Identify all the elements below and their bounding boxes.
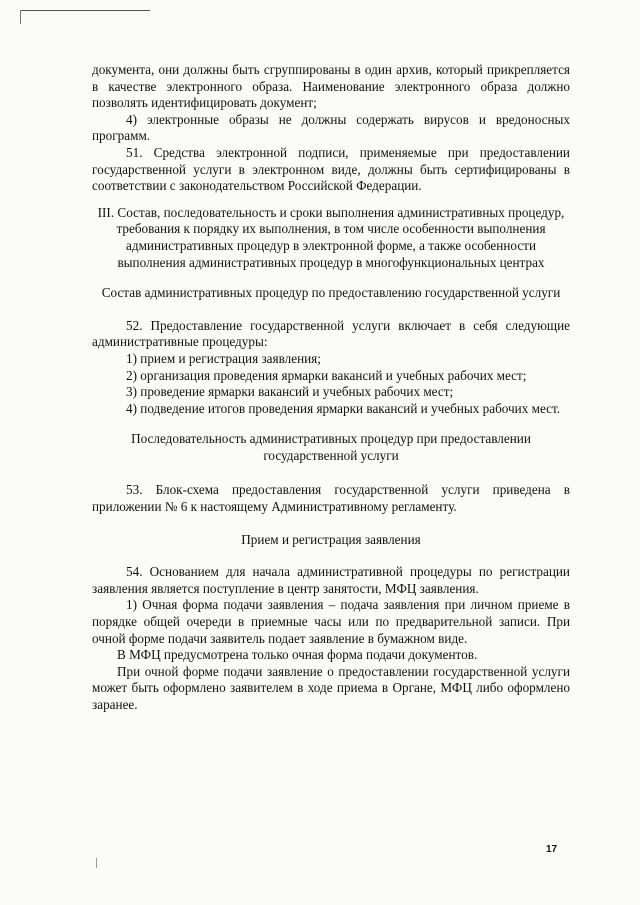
procedure-item-4: 4) подведение итогов проведения ярмарки вакансий и учебных рабочих мест.	[126, 400, 561, 416]
paragraph-in-person-form: 1) Очная форма подачи заявления – подача заявления при личном приеме в порядке общей очереди в приемные часы или по предварительной записи. При очной форме подачи заявитель подает заявление в бумажном виде.	[92, 597, 570, 646]
document-page	[92, 62, 570, 714]
heading-reception: Прием и регистрация заявления	[241, 531, 421, 547]
paragraph-mfc-only: В МФЦ предусмотрена только очная форма подачи документов.	[117, 647, 478, 663]
paragraph-application-prepared: При очной форме подачи заявление о предоставлении государственной услуги может быть оформлено заявителем в ходе приема в Органе, МФЦ либо оформлено заранее.	[92, 663, 570, 712]
section-3-title: III. Состав, последовательность и сроки выполнения административных процедур, требования к порядку их выполнения, в том числе особенности выполнения административных процедур в электронной форме, а также особенности выполнения административных процедур в многофункциональных центрах	[97, 204, 565, 270]
scan-border-line	[20, 10, 150, 11]
paragraph-52-intro: 52. Предоставление государственной услуги включает в себя следующие административные процедуры:	[92, 317, 570, 350]
heading-sequence: Последовательность административных процедур при предоставлении государственной услуги	[131, 431, 531, 463]
paragraph-51-signature: 51. Средства электронной подписи, применяемые при предоставлении государственной услуги в электронном виде, должны быть сертифицированы в соответствии с законодательством Российской Федерации.	[92, 144, 570, 194]
paragraph-virus-free: 4) электронные образы не должны содержать вирусов и вредоносных программ.	[92, 111, 570, 144]
procedure-item-2: 2) организация проведения ярмарки вакансий и учебных рабочих мест;	[126, 367, 527, 383]
paragraph-electronic-image-naming: документа, они должны быть сгруппированы в один архив, который прикрепляется в качестве электронного образа. Наименование электронного образа должно позволять идентифицировать документ;	[92, 62, 570, 111]
page-number: 17	[546, 844, 558, 855]
procedure-item-1: 1) прием и регистрация заявления;	[126, 350, 321, 366]
scan-margin-mark	[96, 858, 97, 868]
scan-border-tick	[20, 10, 21, 24]
paragraph-54-basis: 54. Основанием для начала административной процедуры по регистрации заявления является поступление в центр занятости, МФЦ заявления.	[92, 564, 570, 596]
procedure-item-3: 3) проведение ярмарки вакансий и учебных рабочих мест;	[126, 384, 454, 400]
paragraph-53-flowchart: 53. Блок-схема предоставления государственной услуги приведена в приложении № 6 к настоящему Административному регламенту.	[92, 482, 570, 515]
heading-composition: Состав административных процедур по предоставлению государственной услуги	[101, 285, 561, 301]
